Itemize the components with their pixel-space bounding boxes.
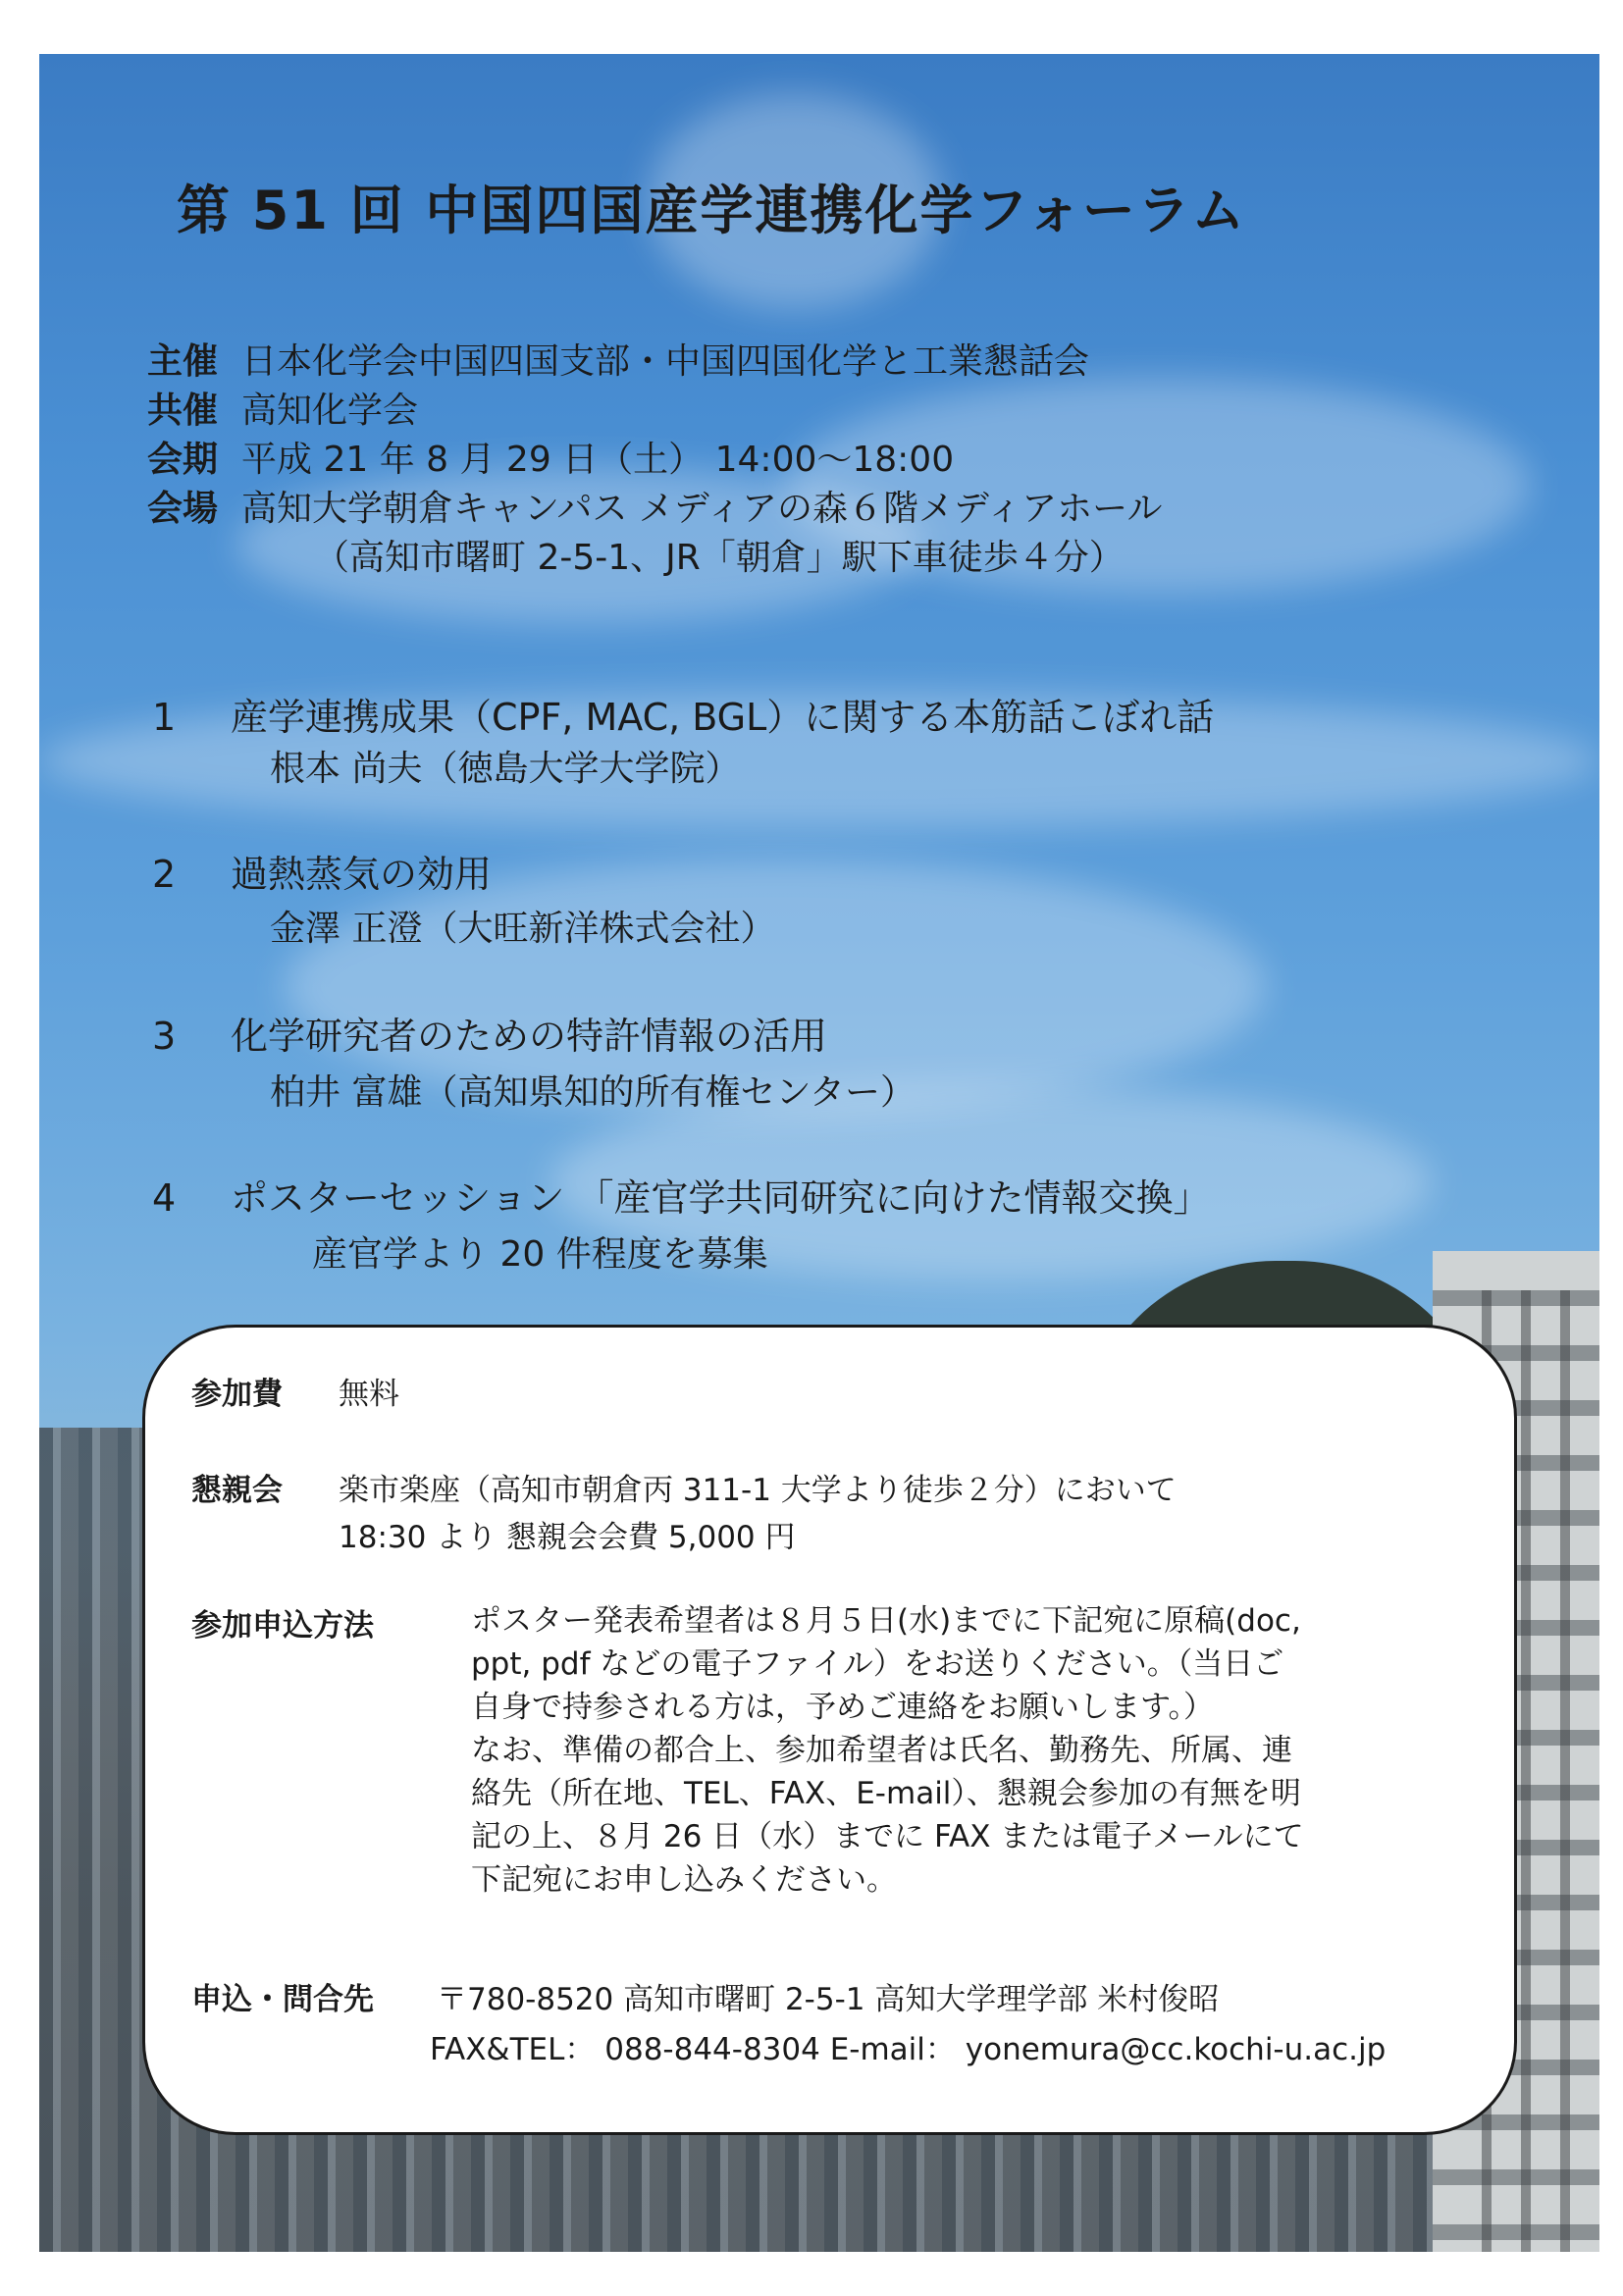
program-title: 産学連携成果（CPF, MAC, BGL）に関する本筋話こぼれ話 bbox=[231, 696, 1215, 739]
party-line1: 楽市楽座（高知市朝倉丙 311-1 大学より徒歩２分）において bbox=[339, 1473, 1177, 1508]
info-label: 主催 bbox=[147, 341, 219, 382]
party-line2: 18:30 より 懇親会会費 5,000 円 bbox=[339, 1520, 796, 1555]
application-line: ppt, pdf などの電子ファイル）をお送りください。（当日ご bbox=[471, 1646, 1284, 1682]
application-label: 参加申込方法 bbox=[191, 1608, 374, 1644]
program-title: 過熱蒸気の効用 bbox=[231, 853, 493, 896]
info-value: 高知大学朝倉キャンパス メディアの森６階メディアホール bbox=[241, 489, 1163, 529]
info-label: 共催 bbox=[147, 391, 219, 431]
page-title: 第 51 回 中国四国産学連携化学フォーラム bbox=[177, 180, 1247, 241]
party-label: 懇親会 bbox=[191, 1473, 283, 1508]
application-line: 絡先（所在地、TEL、FAX、E-mail）、懇親会参加の有無を明 bbox=[471, 1776, 1301, 1811]
application-text bbox=[471, 1599, 1462, 1902]
program-speaker: 柏井 富雄（高知県知的所有権センター） bbox=[270, 1072, 916, 1113]
contact-fax-email: FAX&TEL： 088-844-8304 E-mail： yonemura@cc.kochi-u.ac.jp bbox=[430, 2032, 1387, 2067]
program-title: 化学研究者のための特許情報の活用 bbox=[231, 1015, 828, 1058]
contact-label: 申込・問合先 bbox=[191, 1982, 374, 2017]
venue-note: （高知市曙町 2-5-1、JR「朝倉」駅下車徒歩４分） bbox=[314, 538, 1125, 578]
program-item bbox=[152, 844, 492, 898]
program-item bbox=[152, 1006, 827, 1060]
program-number: 4 bbox=[152, 1176, 177, 1220]
fee-value: 無料 bbox=[339, 1377, 399, 1412]
program-number: 1 bbox=[152, 696, 177, 739]
info-label: 会場 bbox=[147, 489, 219, 529]
info-co-organizer bbox=[147, 388, 418, 435]
application-line: 自身で持参される方は，予めご連絡をお願いします。） bbox=[471, 1690, 1215, 1725]
application-line: 下記宛にお申し込みください。 bbox=[471, 1862, 897, 1898]
info-value: 日本化学会中国四国支部・中国四国化学と工業懇話会 bbox=[241, 341, 1090, 382]
program-item bbox=[152, 687, 1214, 741]
info-venue bbox=[147, 486, 1162, 533]
info-date bbox=[147, 437, 954, 484]
program-number: 3 bbox=[152, 1015, 177, 1058]
program-title: ポスターセッション 「産官学共同研究に向けた情報交換」 bbox=[231, 1176, 1211, 1220]
program-speaker: 金澤 正澄（大旺新洋株式会社） bbox=[270, 909, 776, 949]
info-organizer bbox=[147, 339, 1089, 386]
info-value: 平成 21 年 8 月 29 日（土） 14:00～18:00 bbox=[241, 440, 955, 480]
fee-label: 参加費 bbox=[191, 1377, 283, 1412]
application-line: 記の上、８月 26 日（水）までに FAX または電子メールにて bbox=[471, 1819, 1304, 1854]
info-label: 会期 bbox=[147, 440, 219, 480]
program-speaker: 産官学より 20 件程度を募集 bbox=[312, 1234, 768, 1275]
program-item bbox=[152, 1168, 1211, 1222]
program-number: 2 bbox=[152, 853, 177, 896]
program-speaker: 根本 尚夫（徳島大学大学院） bbox=[270, 749, 741, 789]
info-value: 高知化学会 bbox=[241, 391, 419, 431]
application-line: なお、準備の都合上、参加希望者は氏名、勤務先、所属、連 bbox=[471, 1733, 1292, 1768]
contact-address: 〒780-8520 高知市曙町 2-5-1 高知大学理学部 米村俊昭 bbox=[437, 1982, 1220, 2017]
application-line: ポスター発表希望者は８月５日(水)までに下記宛に原稿(doc, bbox=[471, 1603, 1301, 1639]
